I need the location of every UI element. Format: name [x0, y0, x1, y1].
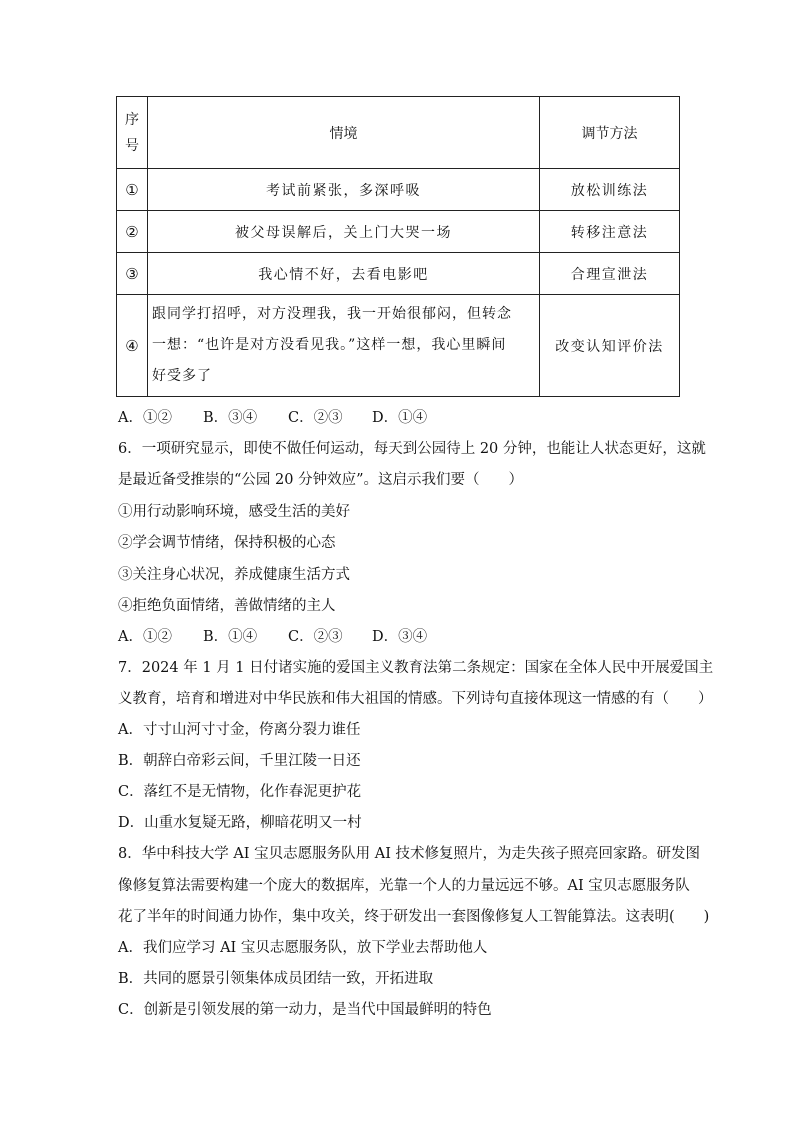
- row-method: 转移注意法: [540, 211, 680, 253]
- option-a[interactable]: A．①②: [118, 629, 172, 645]
- table-row: [117, 169, 680, 211]
- q5-options: [118, 408, 427, 428]
- q7-option-c[interactable]: C．落红不是无情物，化作春泥更护花: [118, 784, 362, 800]
- row-index: ①: [117, 169, 148, 211]
- q8-stem-line: 8．华中科技大学 AI 宝贝志愿服务队用 AI 技术修复照片，为走失孩子照亮回家路。研发图: [118, 846, 701, 862]
- option-a[interactable]: A．①②: [118, 410, 172, 426]
- row-situation: 我心情不好，去看电影吧: [148, 253, 540, 295]
- q6-item: ④拒绝负面情绪，善做情绪的主人: [118, 598, 336, 614]
- q8-option-a[interactable]: A．我们应学习 AI 宝贝志愿服务队，放下学业去帮助他人: [118, 940, 488, 956]
- table-row: [117, 295, 680, 397]
- q7-option-d[interactable]: D．山重水复疑无路，柳暗花明又一村: [118, 815, 362, 831]
- row-situation: 考试前紧张，多深呼吸: [148, 169, 540, 211]
- q6-item: ①用行动影响环境，感受生活的美好: [118, 504, 350, 520]
- header-method: 调节方法: [540, 97, 680, 169]
- row-situation: 被父母误解后，关上门大哭一场: [148, 211, 540, 253]
- table-header-row: [117, 97, 680, 169]
- q8-stem-line: 像修复算法需要构建一个庞大的数据库，光靠一个人的力量远远不够。AI 宝贝志愿服务队: [118, 878, 690, 894]
- table-row: [117, 211, 680, 253]
- option-b[interactable]: B．③④: [203, 410, 258, 426]
- q6-stem-line: 是最近备受推崇的“公园 20 分钟效应”。这启示我们要（ ）: [118, 472, 523, 488]
- q6-stem-line: 6．一项研究显示，即使不做任何运动，每天到公园待上 20 分钟，也能让人状态更好，这就: [118, 441, 706, 457]
- situation-line: 好受多了: [152, 368, 212, 384]
- row-method: 放松训练法: [540, 169, 680, 211]
- situation-line: 一想：“也许是对方没看见我。”这样一想，我心里瞬间: [152, 337, 507, 353]
- q6-item: ③关注身心状况，养成健康生活方式: [118, 567, 350, 583]
- header-situation: 情境: [148, 97, 540, 169]
- header-index: 序号: [117, 97, 148, 169]
- q7-option-b[interactable]: B．朝辞白帝彩云间，千里江陵一日还: [118, 753, 361, 769]
- option-c[interactable]: C．②③: [288, 629, 343, 645]
- row-method: 合理宣泄法: [540, 253, 680, 295]
- q7-stem-line: 义教育，培育和增进对中华民族和伟大祖国的情感。下列诗句直接体现这一情感的有（ ）: [118, 691, 713, 707]
- q8-stem-line: 花了半年的时间通力协作，集中攻关，终于研发出一套图像修复人工智能算法。这表明( ): [118, 909, 710, 925]
- row-index: ③: [117, 253, 148, 295]
- q8-option-c[interactable]: C．创新是引领发展的第一动力，是当代中国最鲜明的特色: [118, 1002, 492, 1018]
- q6-options: [118, 627, 427, 647]
- row-index: ④: [117, 295, 148, 397]
- row-method: 改变认知评价法: [540, 295, 680, 397]
- row-index: ②: [117, 211, 148, 253]
- q7-stem-line: 7．2024 年 1 月 1 日付诸实施的爱国主义教育法第二条规定：国家在全体人民中开展爱国主: [118, 660, 714, 676]
- option-d[interactable]: D．①④: [372, 410, 428, 426]
- emotion-regulation-table: [116, 96, 680, 397]
- q8-option-b[interactable]: B．共同的愿景引领集体成员团结一致，开拓进取: [118, 971, 434, 987]
- q6-item: ②学会调节情绪，保持积极的心态: [118, 535, 336, 551]
- row-situation: [148, 295, 540, 397]
- situation-line: 跟同学打招呼，对方没理我，我一开始很郁闷，但转念: [152, 306, 512, 322]
- q7-option-a[interactable]: A．寸寸山河寸寸金，侉离分裂力谁任: [118, 722, 361, 738]
- table-row: [117, 253, 680, 295]
- option-c[interactable]: C．②③: [288, 410, 343, 426]
- option-d[interactable]: D．③④: [372, 629, 428, 645]
- option-b[interactable]: B．①④: [203, 629, 258, 645]
